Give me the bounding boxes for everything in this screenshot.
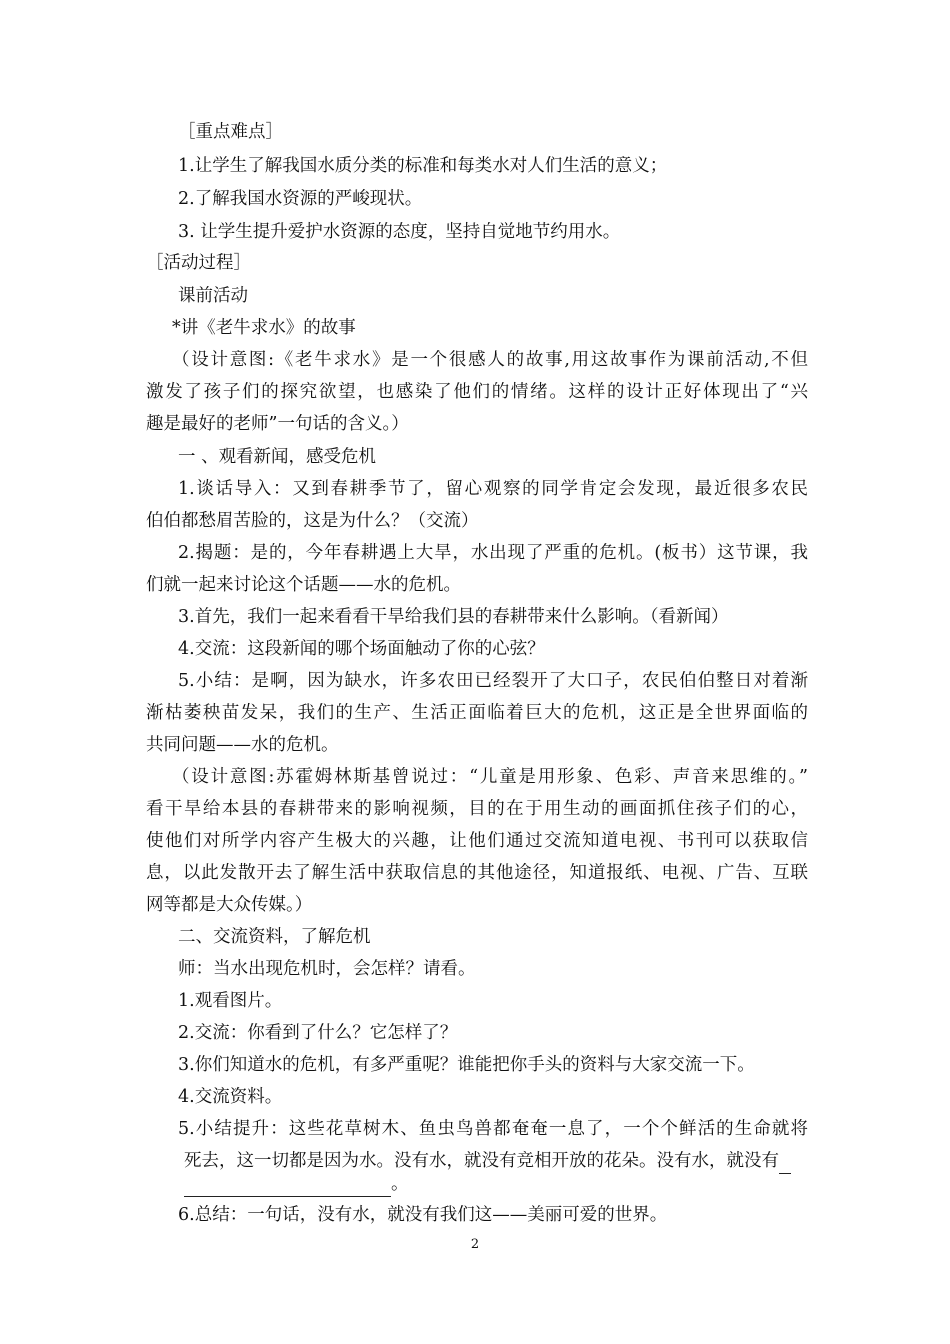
section-2-item-5-line-1: 5.小结提升：这些花草树木、鱼虫鸟兽都奄奄一息了，一个个鲜活的生命就将 bbox=[178, 1119, 808, 1139]
fill-in-blank-end-mark: 。 bbox=[391, 1174, 409, 1194]
section-2-item-5-line-3 bbox=[184, 1172, 409, 1197]
section-1-item-4: 4.交流：这段新闻的哪个场面触动了你的心弦？ bbox=[178, 639, 545, 659]
section-1-item-1-line-2: 伯伯都愁眉苦脸的，这是为什么？（交流） bbox=[146, 511, 479, 531]
fill-in-blank-start bbox=[779, 1149, 791, 1174]
page-number: 2 bbox=[470, 1237, 480, 1252]
section-1-item-5-line-3: 共同问题——水的危机。 bbox=[146, 735, 339, 755]
section-1-note-line-1: （设计意图:苏霍姆林斯基曾说过：“儿童是用形象、色彩、声音来思维的。” bbox=[172, 767, 808, 787]
section-2-item-5-text: 死去，这一切都是因为水。没有水，就没有竞相开放的花朵。没有水，就没有 bbox=[184, 1151, 779, 1171]
section-2-item-1: 1.观看图片。 bbox=[178, 991, 283, 1011]
section-1-title: 一 、观看新闻，感受危机 bbox=[178, 447, 377, 467]
pre-activity-note-line-2: 激发了孩子们的探究欲望，也感染了他们的情绪。这样的设计正好体现出了“兴 bbox=[146, 382, 808, 402]
section-1-note-line-4: 息，以此发散开去了解生活中获取信息的其他途径，知道报纸、电视、广告、互联 bbox=[146, 863, 808, 883]
section-2-item-4: 4.交流资料。 bbox=[178, 1087, 283, 1107]
key-point-3: 3. 让学生提升爱护水资源的态度，坚持自觉地节约用水。 bbox=[178, 222, 621, 242]
section-1-item-2-line-1: 2.揭题：是的，今年春耕遇上大旱，水出现了严重的危机。(板书）这节课，我 bbox=[178, 543, 808, 563]
section-1-note-line-2: 看干旱给本县的春耕带来的影响视频，目的在于用生动的画面抓住孩子们的心， bbox=[146, 799, 808, 819]
section-2-item-2: 2.交流：你看到了什么？它怎样了？ bbox=[178, 1023, 458, 1043]
section-2-title: 二、交流资料，了解危机 bbox=[178, 927, 371, 947]
process-heading: ［活动过程］ bbox=[146, 253, 251, 273]
section-1-item-5-line-2: 渐枯萎秧苗发呆，我们的生产、生活正面临着巨大的危机，这正是全世界面临的 bbox=[146, 703, 808, 723]
key-point-1: 1.让学生了解我国水质分类的标准和每类水对人们生活的意义； bbox=[178, 156, 668, 176]
section-1-note-line-5: 网等都是大众传媒。） bbox=[146, 895, 313, 915]
section-1-item-2-line-2: 们就一起来讨论这个话题——水的危机。 bbox=[146, 575, 461, 595]
pre-activity-note-line-3: 趣是最好的老师”一句话的含义。） bbox=[146, 414, 409, 434]
pre-activity-story: *讲《老牛求水》的故事 bbox=[172, 318, 356, 338]
section-1-item-1-line-1: 1.谈话导入：又到春耕季节了，留心观察的同学肯定会发现，最近很多农民 bbox=[178, 479, 808, 499]
section-2-item-6: 6.总结：一句话，没有水，就没有我们这——美丽可爱的世界。 bbox=[178, 1205, 668, 1225]
section-1-note-line-3: 使他们对所学内容产生极大的兴趣，让他们通过交流知道电视、书刊可以获取信 bbox=[146, 831, 808, 851]
pre-activity-note-line-1: （设计意图:《老牛求水》是一个很感人的故事,用这故事作为课前活动,不但 bbox=[172, 350, 808, 370]
section-2-item-5-line-2 bbox=[184, 1149, 791, 1174]
section-2-teacher-line: 师：当水出现危机时，会怎样？请看。 bbox=[178, 959, 476, 979]
pre-activity-title: 课前活动 bbox=[178, 286, 248, 306]
fill-in-blank bbox=[184, 1172, 391, 1197]
key-points-heading: ［重点难点］ bbox=[178, 122, 283, 142]
section-1-item-5-line-1: 5.小结：是啊，因为缺水，许多农田已经裂开了大口子，农民伯伯整日对着渐 bbox=[178, 671, 808, 691]
section-1-item-3: 3.首先，我们一起来看看干旱给我们县的春耕带来什么影响。（看新闻） bbox=[178, 607, 729, 627]
key-point-2: 2.了解我国水资源的严峻现状。 bbox=[178, 189, 423, 209]
section-2-item-3: 3.你们知道水的危机，有多严重呢？谁能把你手头的资料与大家交流一下。 bbox=[178, 1055, 755, 1075]
